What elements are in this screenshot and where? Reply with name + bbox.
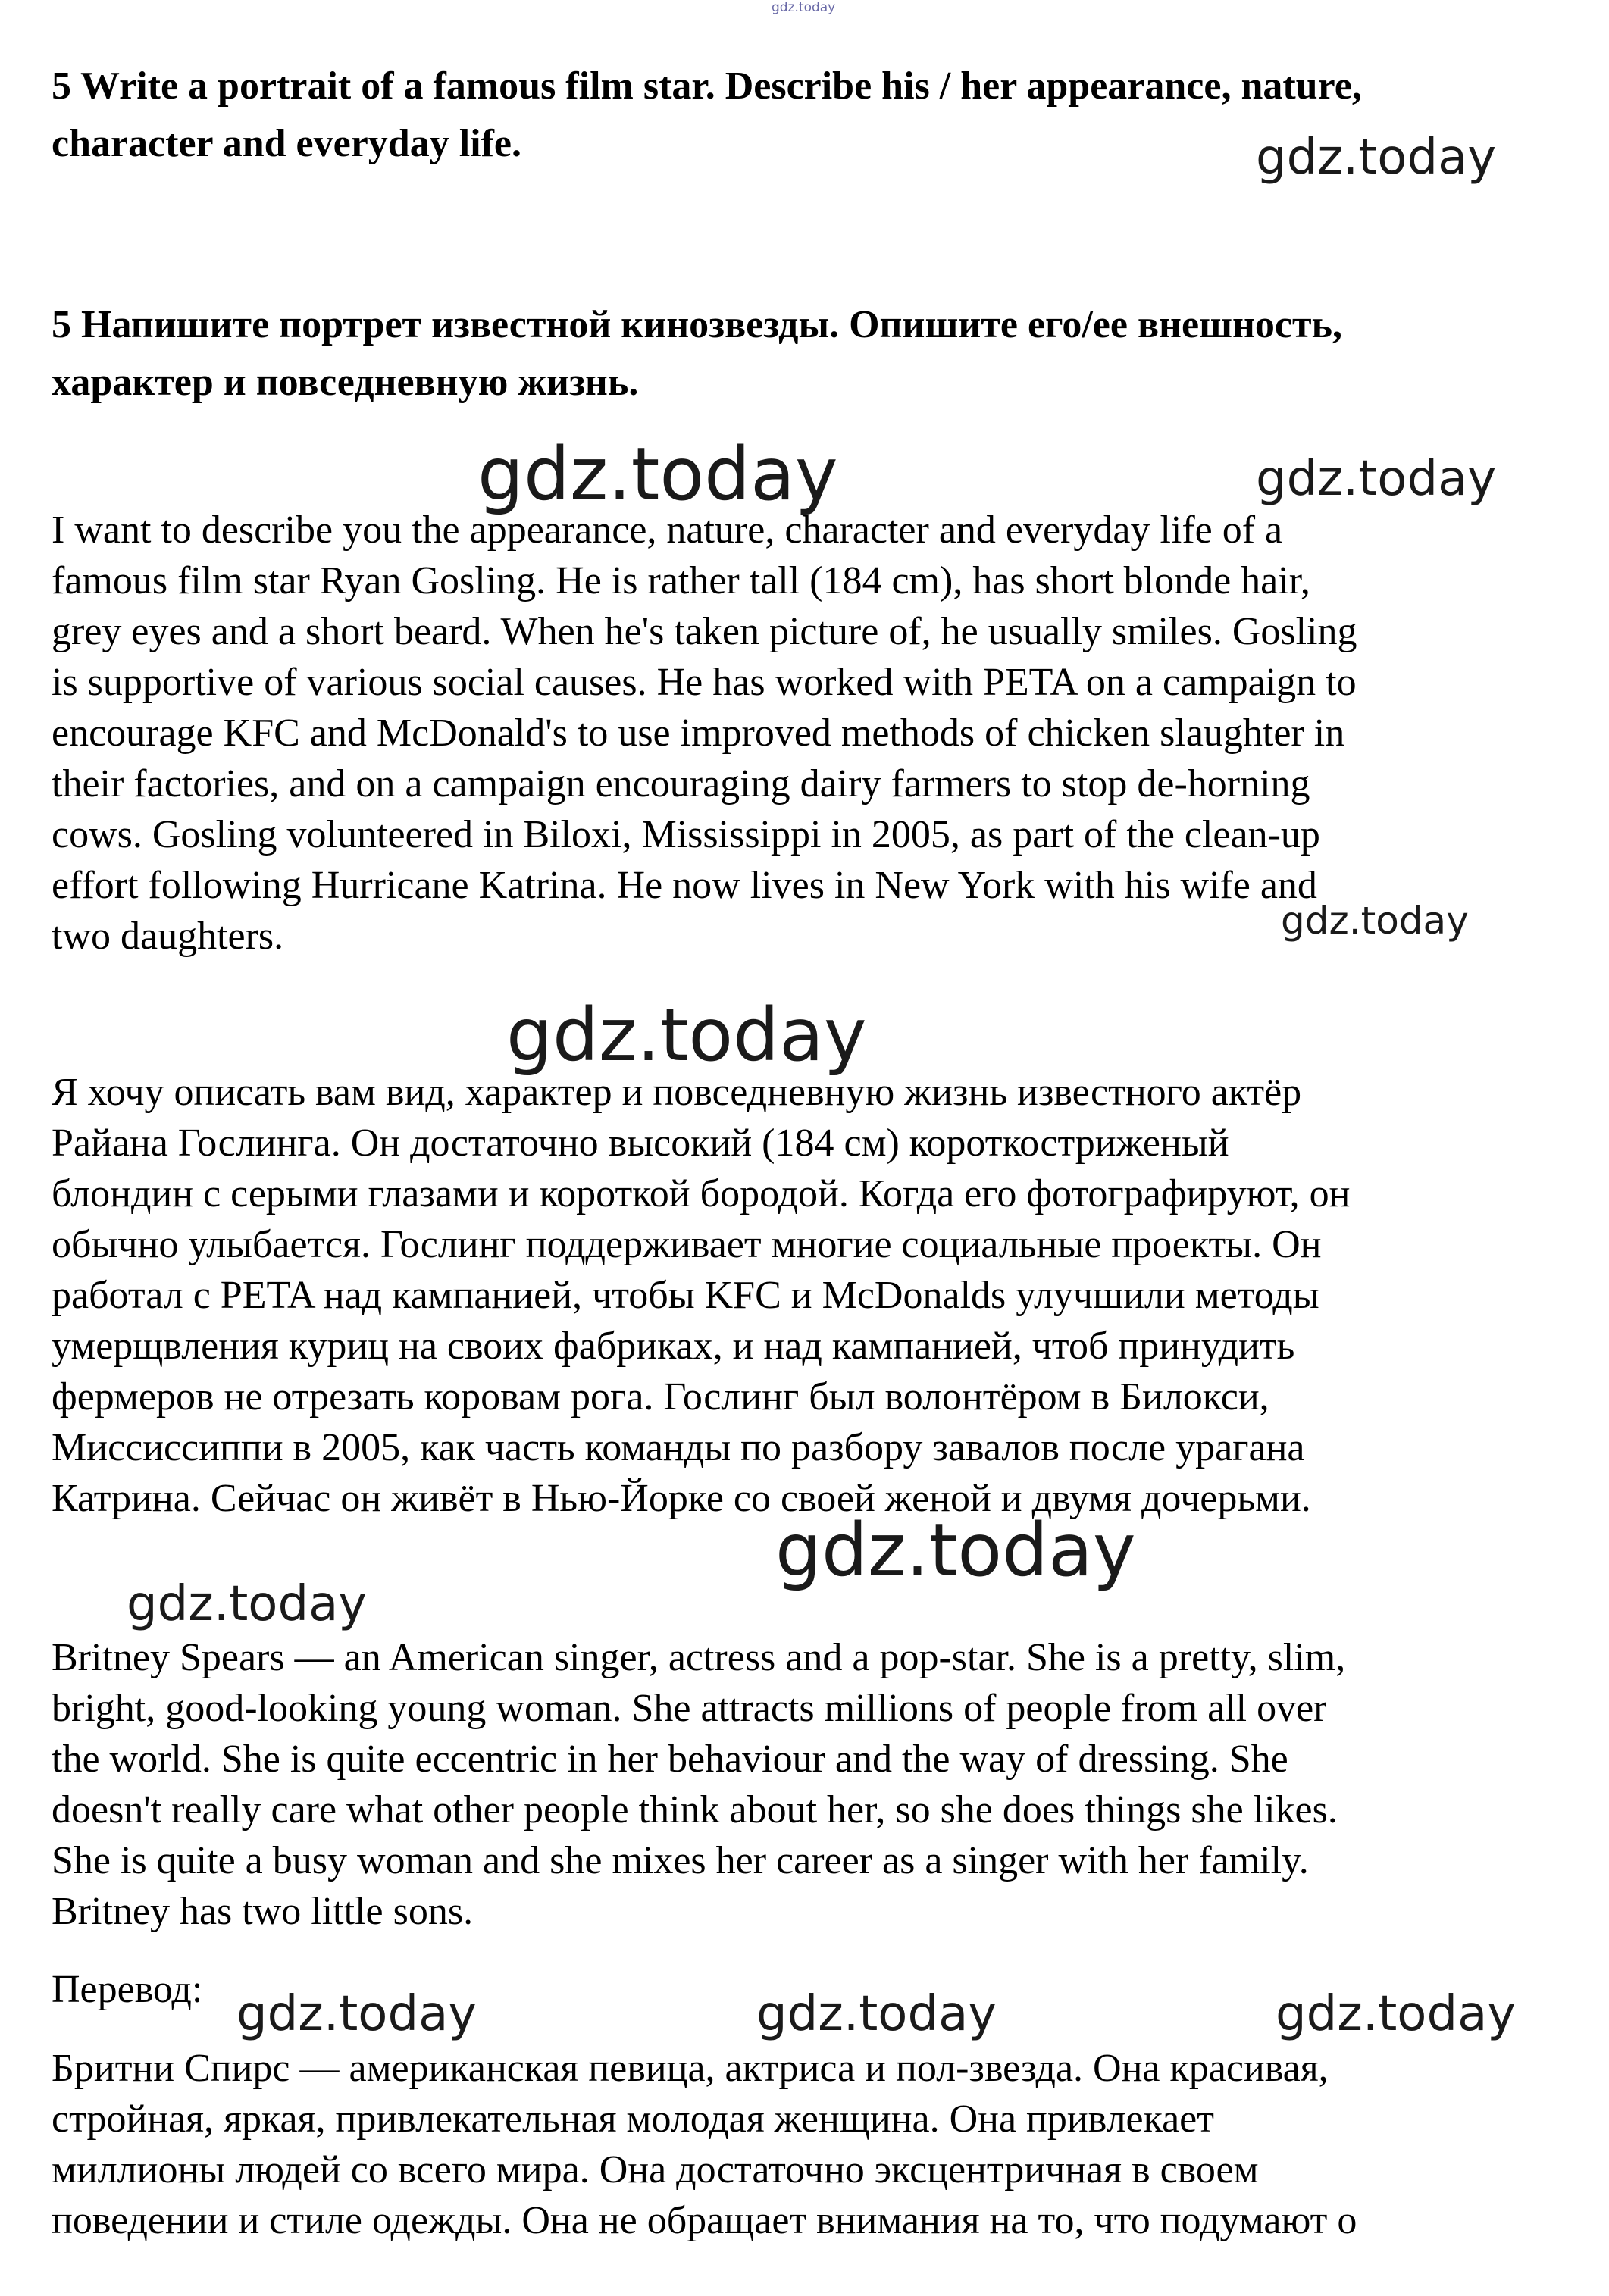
gosling-ru-line: Катрина. Сейчас он живёт в Нью-Йорке со своей женой и двумя дочерьми. <box>52 1477 1311 1520</box>
watermark-top: gdz.today <box>772 0 836 15</box>
gosling-en-line: famous film star Ryan Gosling. He is rather tall (184 cm), has short blonde hair, <box>52 559 1310 602</box>
spears-en-line: Britney has two little sons. <box>52 1890 474 1933</box>
task-heading-en-line: character and everyday life. <box>52 122 521 165</box>
gosling-en-line: their factories, and on a campaign encouraging dairy farmers to stop de-horning <box>52 762 1310 805</box>
spears-en-line: bright, good-looking young woman. She attracts millions of people from all over <box>52 1687 1327 1730</box>
watermark: gdz.today <box>1276 1986 1517 2042</box>
gosling-en-line: grey eyes and a short beard. When he's taken picture of, he usually smiles. Gosling <box>52 610 1357 653</box>
watermark: gdz.today <box>1256 130 1497 186</box>
watermark: gdz.today <box>1281 899 1469 943</box>
watermark: gdz.today <box>775 1508 1136 1593</box>
spears-en-line: the world. She is quite eccentric in her behaviour and the way of dressing. She <box>52 1738 1288 1781</box>
gosling-paragraph-ru <box>52 1067 1560 1524</box>
translation-label: Перевод: <box>52 1968 203 2011</box>
gosling-en-line: cows. Gosling volunteered in Biloxi, Mississippi in 2005, as part of the clean-up <box>52 813 1320 856</box>
spears-ru-line: поведении и стиле одежды. Она не обращает внимания на то, что подумают о <box>52 2199 1357 2242</box>
task-heading-en-line: 5 Write a portrait of a famous film star. Describe his / her appearance, nature, <box>52 64 1362 108</box>
gosling-ru-line: блондин с серыми глазами и короткой бородой. Когда его фотографируют, он <box>52 1172 1351 1215</box>
gosling-ru-line: Я хочу описать вам вид, характер и повседневную жизнь известного актёр <box>52 1071 1302 1114</box>
watermark: gdz.today <box>127 1576 368 1632</box>
gosling-ru-line: умерщвления куриц на своих фабриках, и над кампанией, чтоб принудить <box>52 1325 1295 1368</box>
watermark: gdz.today <box>236 1986 477 2042</box>
watermark: gdz.today <box>477 432 838 517</box>
gosling-ru-line: фермеров не отрезать коровам рога. Гослинг был волонтёром в Билокси, <box>52 1375 1269 1419</box>
spears-ru-line: стройная, яркая, привлекательная молодая женщина. Она привлекает <box>52 2097 1214 2141</box>
gosling-en-line: two daughters. <box>52 915 284 958</box>
gosling-en-line: encourage KFC and McDonald's to use improved methods of chicken slaughter in <box>52 712 1345 755</box>
gosling-en-line: is supportive of various social causes. He has worked with PETA on a campaign to <box>52 661 1357 704</box>
watermark: gdz.today <box>506 993 867 1078</box>
spears-paragraph-ru <box>52 2043 1560 2246</box>
task-heading-ru-line: 5 Напишите портрет известной кинозвезды. Опишите его/ее внешность, <box>52 303 1343 346</box>
spears-en-line: Britney Spears — an American singer, actress and a pop-star. She is a pretty, slim, <box>52 1636 1346 1679</box>
gosling-ru-line: Миссиссиппи в 2005, как часть команды по разбору завалов после урагана <box>52 1426 1305 1469</box>
watermark: gdz.today <box>1256 451 1497 507</box>
spears-en-line: doesn't really care what other people think about her, so she does things she likes. <box>52 1788 1338 1831</box>
gosling-paragraph-en <box>52 505 1560 962</box>
gosling-en-line: I want to describe you the appearance, nature, character and everyday life of a <box>52 508 1283 552</box>
spears-ru-line: Бритни Спирс — американская певица, актриса и пол-звезда. Она красивая, <box>52 2047 1329 2090</box>
gosling-ru-line: обычно улыбается. Гослинг поддерживает многие социальные проекты. Он <box>52 1223 1322 1266</box>
watermark: gdz.today <box>756 1986 997 2042</box>
gosling-ru-line: Райана Гослинга. Он достаточно высокий (184 см) короткостриженый <box>52 1121 1229 1165</box>
gosling-ru-line: работал с PETA над кампанией, чтобы KFC и McDonalds улучшили методы <box>52 1274 1319 1317</box>
gosling-en-line: effort following Hurricane Katrina. He now lives in New York with his wife and <box>52 864 1317 907</box>
spears-ru-line: миллионы людей со всего мира. Она достаточно эксцентричная в своем <box>52 2148 1259 2191</box>
spears-paragraph-en <box>52 1632 1560 1937</box>
spears-en-line: She is quite a busy woman and she mixes her career as a singer with her family. <box>52 1839 1309 1882</box>
task-heading-ru-line: характер и повседневную жизнь. <box>52 361 639 404</box>
task-heading-ru <box>52 296 1560 411</box>
